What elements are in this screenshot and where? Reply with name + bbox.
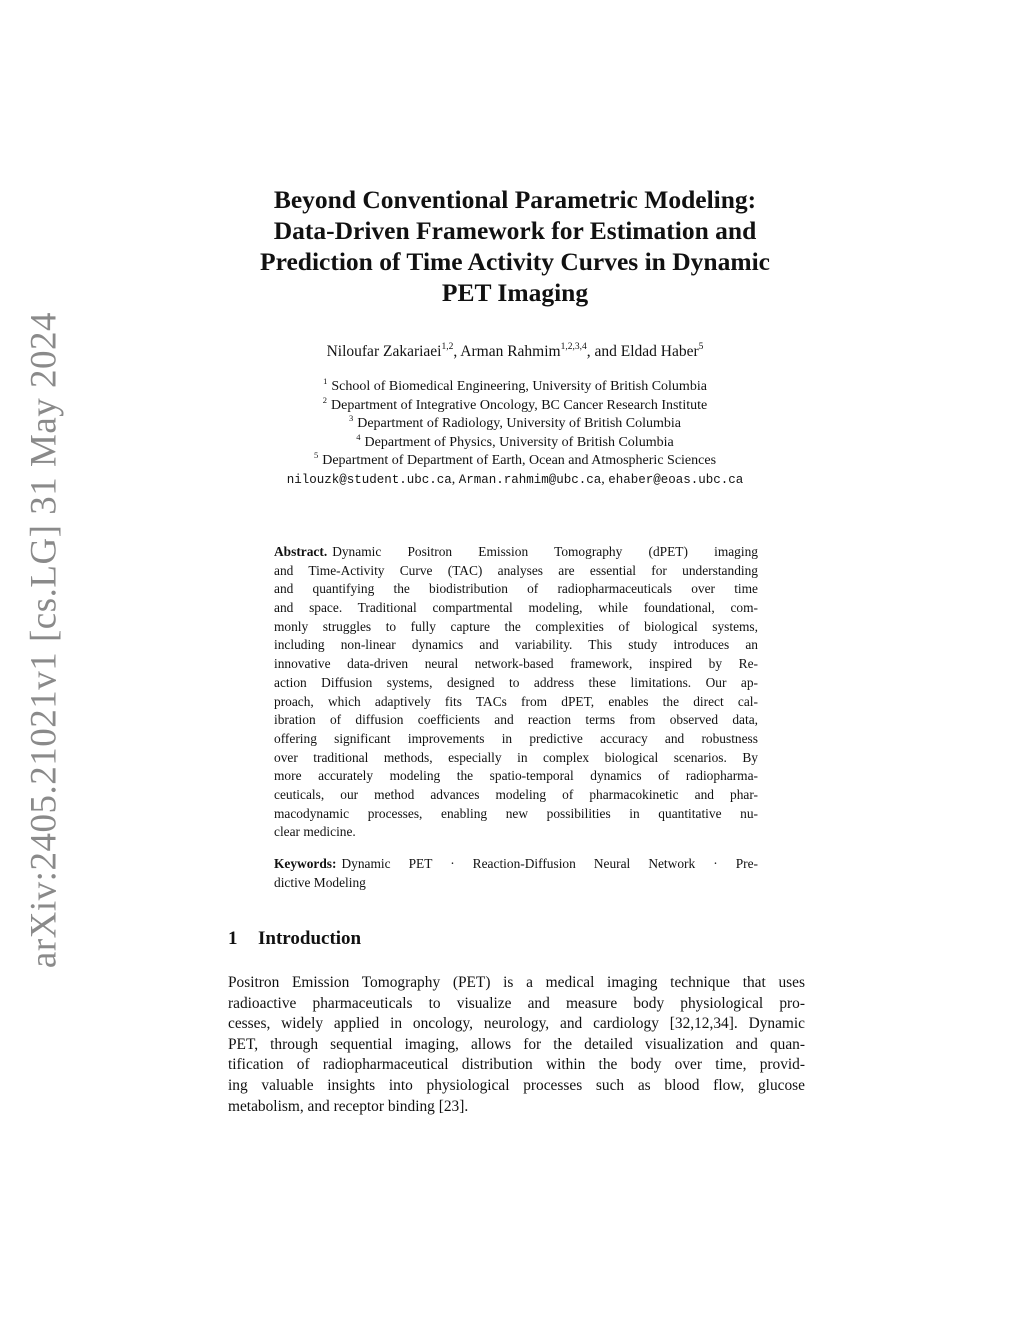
title-line: Prediction of Time Activity Curves in Dynamic bbox=[260, 247, 770, 276]
abstract-line: over traditional methods, especially in complex biological scenarios. By bbox=[274, 749, 758, 765]
author-separator: , and bbox=[586, 343, 621, 360]
abstract-line: and Time-Activity Curve (TAC) analyses are essential for understanding bbox=[274, 562, 758, 578]
affiliation-text: School of Biomedical Engineering, University of British Columbia bbox=[331, 379, 707, 394]
section-number: 1 bbox=[228, 928, 238, 949]
affiliation-item bbox=[200, 452, 830, 471]
title-line: Data-Driven Framework for Estimation and bbox=[273, 216, 757, 245]
author-affiliation-marker: 1,2,3,4 bbox=[560, 342, 587, 352]
abstract-line: ceuticals, our method advances modeling of pharmacokinetic and phar- bbox=[274, 786, 758, 802]
abstract-line-text: Dynamic Positron Emission Tomography (dPET) imaging bbox=[332, 544, 758, 559]
paragraph-line: cesses, widely applied in oncology, neurology, and cardiology [32,12,34]. Dynamic bbox=[228, 1015, 805, 1033]
abstract-line bbox=[274, 543, 758, 562]
section-title: Introduction bbox=[258, 928, 362, 949]
affiliation-text: Department of Radiology, University of British Columbia bbox=[357, 416, 682, 431]
author-affiliation-marker: 5 bbox=[698, 342, 704, 352]
abstract-line: clear medicine. bbox=[274, 824, 356, 840]
affiliation-item bbox=[200, 431, 830, 453]
author-separator: , bbox=[453, 343, 461, 360]
abstract-line: and space. Traditional compartmental modeling, while foundational, com- bbox=[274, 600, 758, 616]
arxiv-identifier-stamp: arXiv:2405.21021v1 [cs.LG] 31 May 2024 bbox=[23, 311, 65, 969]
title-line: Beyond Conventional Parametric Modeling: bbox=[273, 185, 757, 214]
author-affiliation-marker: 1,2 bbox=[441, 342, 454, 352]
affiliation-marker: 2 bbox=[322, 394, 328, 405]
author-name: Arman Rahmim bbox=[460, 343, 561, 360]
affiliation-item bbox=[200, 415, 830, 434]
affiliation-text: Department of Department of Earth, Ocean and Atmospheric Sciences bbox=[322, 453, 717, 468]
affiliation-item bbox=[200, 378, 830, 397]
abstract-line: innovative data-driven neural network-based framework, inspired by Re- bbox=[274, 656, 758, 672]
abstract-line: including non-linear dynamics and variability. This study introduces an bbox=[274, 637, 758, 653]
abstract-line: action Diffusion systems, designed to address these limitations. Our ap- bbox=[274, 674, 758, 690]
abstract-line: offering significant improvements in predictive accuracy and robustness bbox=[274, 730, 758, 746]
affiliation-item bbox=[200, 394, 830, 416]
author-list bbox=[200, 343, 830, 361]
keywords-label: Keywords: bbox=[274, 856, 337, 871]
paragraph-line: radioactive pharmaceuticals to visualize and measure body physiological pro- bbox=[228, 994, 805, 1012]
abstract-line: proach, which adaptively fits TACs from dPET, enables the direct cal- bbox=[274, 693, 758, 709]
abstract bbox=[274, 543, 758, 842]
paper-title bbox=[200, 184, 830, 308]
keywords-line: dictive Modeling bbox=[274, 874, 366, 890]
author-name: Niloufar Zakariaei bbox=[326, 343, 442, 360]
paragraph-line: ing valuable insights into physiological processes such as blood flow, glucose bbox=[228, 1076, 805, 1094]
abstract-line: macodynamic processes, enabling new possibilities in quantitative nu- bbox=[274, 805, 758, 821]
keywords bbox=[274, 855, 758, 892]
author-name: Eldad Haber bbox=[620, 343, 699, 360]
abstract-label: Abstract. bbox=[274, 544, 328, 559]
affiliation-marker: 4 bbox=[356, 431, 361, 442]
affiliation-marker: 5 bbox=[313, 450, 319, 460]
paragraph-line: Positron Emission Tomography (PET) is a medical imaging technique that uses bbox=[228, 974, 805, 991]
affiliation-text: Department of Physics, University of British Columbia bbox=[364, 434, 674, 450]
affiliation-marker: 1 bbox=[323, 376, 328, 386]
keywords-line-text: Dynamic PET · Reaction-Diffusion Neural Network · Pre- bbox=[341, 856, 758, 871]
keywords-line bbox=[274, 855, 758, 874]
title-line: PET Imaging bbox=[441, 278, 589, 307]
abstract-line: ibration of diffusion coefficients and reaction terms from observed data, bbox=[274, 712, 758, 728]
affiliation-text: Department of Integrative Oncology, BC Cancer Research Institute bbox=[331, 397, 708, 413]
abstract-line: and quantifying the biodistribution of radiopharmaceuticals over time bbox=[274, 581, 758, 597]
introduction-paragraph bbox=[228, 973, 805, 1117]
abstract-line: monly struggles to fully capture the complexities of biological systems, bbox=[274, 618, 758, 634]
abstract-line: more accurately modeling the spatio-temporal dynamics of radiopharma- bbox=[274, 768, 758, 784]
section-heading-introduction bbox=[228, 928, 361, 950]
affiliation-list bbox=[200, 378, 830, 489]
paragraph-line: metabolism, and receptor binding [23]. bbox=[228, 1097, 469, 1115]
email-separator: , bbox=[601, 471, 609, 487]
paragraph-line: tification of radiopharmaceutical distribution within the body over time, provid- bbox=[228, 1056, 805, 1074]
email-address[interactable]: ehaber@eoas.ubc.ca bbox=[608, 472, 744, 487]
affiliation-marker: 3 bbox=[348, 413, 354, 423]
email-address[interactable]: Arman.rahmim@ubc.ca bbox=[458, 472, 602, 487]
email-list bbox=[200, 471, 830, 490]
email-separator: , bbox=[451, 471, 459, 487]
email-address[interactable]: nilouzk@student.ubc.ca bbox=[286, 472, 452, 487]
paragraph-line: PET, through sequential imaging, allows for the detailed visualization and quan- bbox=[228, 1035, 805, 1053]
